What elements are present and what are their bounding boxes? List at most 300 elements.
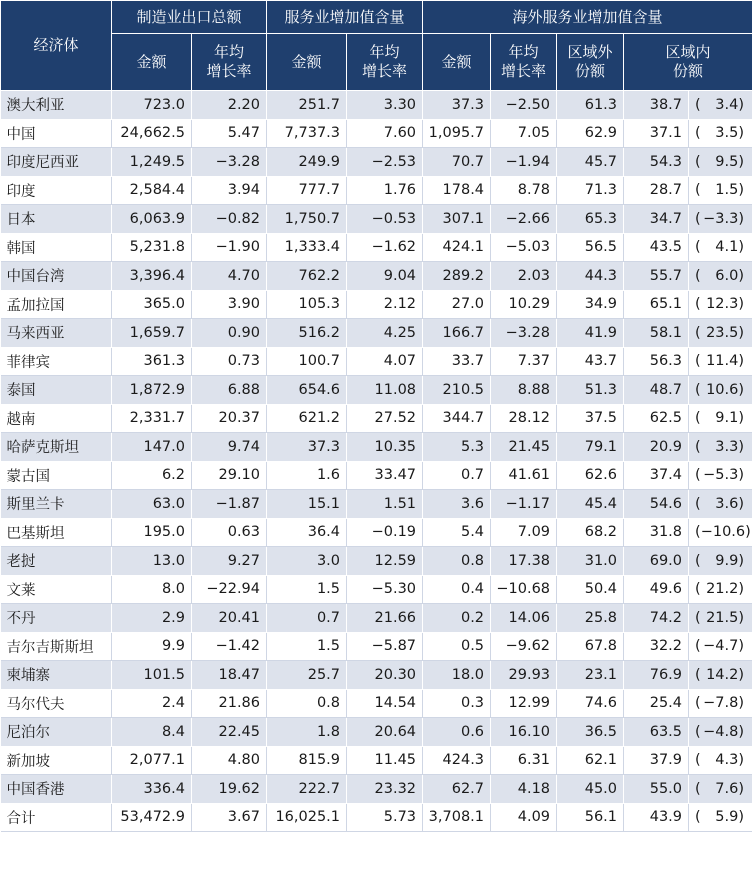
table-row xyxy=(1,205,752,234)
manufacturing-growth: −1.42 xyxy=(192,632,267,661)
services-growth: 4.25 xyxy=(347,319,423,348)
manufacturing-amount: 2.9 xyxy=(112,604,192,633)
economy-name: 越南 xyxy=(1,404,112,433)
services-amount: 1.5 xyxy=(267,632,347,661)
foreign-growth: 41.61 xyxy=(491,461,557,490)
services-growth: 20.64 xyxy=(347,718,423,747)
foreign-amount: 27.0 xyxy=(423,290,491,319)
manufacturing-growth: −1.90 xyxy=(192,233,267,262)
economy-name: 印度尼西亚 xyxy=(1,148,112,177)
table-row xyxy=(1,262,752,291)
outside-region-share: 23.1 xyxy=(557,661,624,690)
outside-region-share: 44.3 xyxy=(557,262,624,291)
foreign-growth: 8.88 xyxy=(491,376,557,405)
foreign-amount: 0.4 xyxy=(423,575,491,604)
table-row xyxy=(1,91,752,120)
manufacturing-growth: 3.90 xyxy=(192,290,267,319)
foreign-growth: 2.03 xyxy=(491,262,557,291)
foreign-amount: 424.3 xyxy=(423,746,491,775)
manufacturing-amount: 101.5 xyxy=(112,661,192,690)
inside-region-share: 25.4 xyxy=(624,689,689,718)
outside-region-share: 37.5 xyxy=(557,404,624,433)
inside-region-paren-value: ( 9.9) xyxy=(689,547,752,576)
manufacturing-growth: 0.90 xyxy=(192,319,267,348)
foreign-amount: 1,095.7 xyxy=(423,119,491,148)
foreign-amount: 166.7 xyxy=(423,319,491,348)
manufacturing-amount: 8.0 xyxy=(112,575,192,604)
header-outside-region-share: 区域外 份额 xyxy=(557,34,624,91)
economy-name: 泰国 xyxy=(1,376,112,405)
manufacturing-growth: 4.80 xyxy=(192,746,267,775)
services-amount: 25.7 xyxy=(267,661,347,690)
table-row xyxy=(1,575,752,604)
services-amount: 621.2 xyxy=(267,404,347,433)
services-amount: 762.2 xyxy=(267,262,347,291)
foreign-amount: 5.3 xyxy=(423,433,491,462)
manufacturing-growth: −3.28 xyxy=(192,148,267,177)
services-growth: 14.54 xyxy=(347,689,423,718)
foreign-growth: 8.78 xyxy=(491,176,557,205)
services-growth: 5.73 xyxy=(347,803,423,832)
outside-region-share: 50.4 xyxy=(557,575,624,604)
table-row xyxy=(1,347,752,376)
outside-region-share: 65.3 xyxy=(557,205,624,234)
foreign-growth: −2.66 xyxy=(491,205,557,234)
inside-region-paren-value: ( 9.5) xyxy=(689,148,752,177)
header-amount: 金额 xyxy=(423,34,491,91)
outside-region-share: 62.9 xyxy=(557,119,624,148)
economy-name: 马尔代夫 xyxy=(1,689,112,718)
outside-region-share: 45.4 xyxy=(557,490,624,519)
table-body xyxy=(1,91,752,832)
inside-region-share: 55.7 xyxy=(624,262,689,291)
inside-region-paren-value: ( 23.5) xyxy=(689,319,752,348)
economy-name: 蒙古国 xyxy=(1,461,112,490)
inside-region-share: 76.9 xyxy=(624,661,689,690)
inside-region-share: 62.5 xyxy=(624,404,689,433)
manufacturing-amount: 1,249.5 xyxy=(112,148,192,177)
economy-name: 菲律宾 xyxy=(1,347,112,376)
foreign-amount: 307.1 xyxy=(423,205,491,234)
inside-region-paren-value: ( 3.5) xyxy=(689,119,752,148)
foreign-growth: 10.29 xyxy=(491,290,557,319)
foreign-growth: 7.09 xyxy=(491,518,557,547)
foreign-growth: 7.05 xyxy=(491,119,557,148)
services-growth: 21.66 xyxy=(347,604,423,633)
economy-name: 吉尔吉斯斯坦 xyxy=(1,632,112,661)
manufacturing-amount: 2.4 xyxy=(112,689,192,718)
services-amount: 1,750.7 xyxy=(267,205,347,234)
manufacturing-growth: 20.37 xyxy=(192,404,267,433)
foreign-growth: 14.06 xyxy=(491,604,557,633)
foreign-amount: 0.8 xyxy=(423,547,491,576)
services-amount: 815.9 xyxy=(267,746,347,775)
foreign-amount: 18.0 xyxy=(423,661,491,690)
manufacturing-growth: 18.47 xyxy=(192,661,267,690)
outside-region-share: 74.6 xyxy=(557,689,624,718)
foreign-growth: 7.37 xyxy=(491,347,557,376)
foreign-amount: 3.6 xyxy=(423,490,491,519)
foreign-growth: −3.28 xyxy=(491,319,557,348)
manufacturing-amount: 1,659.7 xyxy=(112,319,192,348)
outside-region-share: 41.9 xyxy=(557,319,624,348)
inside-region-paren-value: ( 3.4) xyxy=(689,91,752,120)
services-growth: 1.76 xyxy=(347,176,423,205)
services-amount: 36.4 xyxy=(267,518,347,547)
table-row xyxy=(1,604,752,633)
inside-region-paren-value: ( 9.1) xyxy=(689,404,752,433)
manufacturing-growth: −0.82 xyxy=(192,205,267,234)
services-growth: −1.62 xyxy=(347,233,423,262)
inside-region-paren-value: ( 21.5) xyxy=(689,604,752,633)
manufacturing-amount: 63.0 xyxy=(112,490,192,519)
outside-region-share: 68.2 xyxy=(557,518,624,547)
manufacturing-growth: 20.41 xyxy=(192,604,267,633)
inside-region-paren-value: ( 1.5) xyxy=(689,176,752,205)
economy-name: 不丹 xyxy=(1,604,112,633)
inside-region-paren-value: ( −4.7) xyxy=(689,632,752,661)
outside-region-share: 43.7 xyxy=(557,347,624,376)
table-row xyxy=(1,148,752,177)
foreign-growth: 6.31 xyxy=(491,746,557,775)
manufacturing-growth: 9.74 xyxy=(192,433,267,462)
foreign-amount: 210.5 xyxy=(423,376,491,405)
inside-region-paren-value: ( 4.1) xyxy=(689,233,752,262)
services-amount: 251.7 xyxy=(267,91,347,120)
manufacturing-amount: 195.0 xyxy=(112,518,192,547)
inside-region-share: 37.9 xyxy=(624,746,689,775)
foreign-amount: 33.7 xyxy=(423,347,491,376)
foreign-amount: 0.2 xyxy=(423,604,491,633)
inside-region-paren-value: ( −7.8) xyxy=(689,689,752,718)
economy-name: 巴基斯坦 xyxy=(1,518,112,547)
foreign-amount: 0.5 xyxy=(423,632,491,661)
economy-name: 柬埔寨 xyxy=(1,661,112,690)
inside-region-share: 43.9 xyxy=(624,803,689,832)
manufacturing-amount: 2,584.4 xyxy=(112,176,192,205)
manufacturing-growth: 3.67 xyxy=(192,803,267,832)
header-amount: 金额 xyxy=(267,34,347,91)
inside-region-share: 65.1 xyxy=(624,290,689,319)
outside-region-share: 51.3 xyxy=(557,376,624,405)
foreign-growth: 21.45 xyxy=(491,433,557,462)
inside-region-share: 28.7 xyxy=(624,176,689,205)
manufacturing-amount: 24,662.5 xyxy=(112,119,192,148)
header-annual-growth: 年均 增长率 xyxy=(491,34,557,91)
services-growth: −0.53 xyxy=(347,205,423,234)
services-amount: 105.3 xyxy=(267,290,347,319)
services-growth: 4.07 xyxy=(347,347,423,376)
services-amount: 1.8 xyxy=(267,718,347,747)
inside-region-share: 43.5 xyxy=(624,233,689,262)
services-amount: 1.6 xyxy=(267,461,347,490)
services-amount: 249.9 xyxy=(267,148,347,177)
foreign-amount: 3,708.1 xyxy=(423,803,491,832)
inside-region-paren-value: ( 4.3) xyxy=(689,746,752,775)
economy-name: 新加坡 xyxy=(1,746,112,775)
services-amount: 7,737.3 xyxy=(267,119,347,148)
outside-region-share: 45.7 xyxy=(557,148,624,177)
services-growth: 23.32 xyxy=(347,775,423,804)
foreign-growth: −9.62 xyxy=(491,632,557,661)
inside-region-share: 54.6 xyxy=(624,490,689,519)
inside-region-paren-value: ( −10.6) xyxy=(689,518,752,547)
economy-name: 斯里兰卡 xyxy=(1,490,112,519)
foreign-growth: 17.38 xyxy=(491,547,557,576)
inside-region-share: 55.0 xyxy=(624,775,689,804)
manufacturing-amount: 723.0 xyxy=(112,91,192,120)
services-amount: 3.0 xyxy=(267,547,347,576)
services-growth: −5.87 xyxy=(347,632,423,661)
economy-name: 合计 xyxy=(1,803,112,832)
services-growth: 11.45 xyxy=(347,746,423,775)
inside-region-paren-value: ( −3.3) xyxy=(689,205,752,234)
services-amount: 15.1 xyxy=(267,490,347,519)
foreign-amount: 37.3 xyxy=(423,91,491,120)
economy-name: 印度 xyxy=(1,176,112,205)
foreign-growth: 29.93 xyxy=(491,661,557,690)
services-amount: 1,333.4 xyxy=(267,233,347,262)
foreign-amount: 344.7 xyxy=(423,404,491,433)
foreign-growth: −10.68 xyxy=(491,575,557,604)
table-row xyxy=(1,376,752,405)
foreign-amount: 178.4 xyxy=(423,176,491,205)
economy-name: 澳大利亚 xyxy=(1,91,112,120)
inside-region-share: 20.9 xyxy=(624,433,689,462)
services-growth: 10.35 xyxy=(347,433,423,462)
services-growth: −0.19 xyxy=(347,518,423,547)
manufacturing-amount: 1,872.9 xyxy=(112,376,192,405)
services-growth: 2.12 xyxy=(347,290,423,319)
outside-region-share: 61.3 xyxy=(557,91,624,120)
foreign-growth: 4.18 xyxy=(491,775,557,804)
foreign-growth: 12.99 xyxy=(491,689,557,718)
foreign-growth: 16.10 xyxy=(491,718,557,747)
manufacturing-amount: 9.9 xyxy=(112,632,192,661)
inside-region-paren-value: ( 12.3) xyxy=(689,290,752,319)
manufacturing-growth: 3.94 xyxy=(192,176,267,205)
services-growth: 3.30 xyxy=(347,91,423,120)
outside-region-share: 25.8 xyxy=(557,604,624,633)
manufacturing-growth: 19.62 xyxy=(192,775,267,804)
services-growth: 12.59 xyxy=(347,547,423,576)
table-row xyxy=(1,319,752,348)
foreign-amount: 0.3 xyxy=(423,689,491,718)
inside-region-share: 54.3 xyxy=(624,148,689,177)
services-growth: 7.60 xyxy=(347,119,423,148)
header-annual-growth: 年均 增长率 xyxy=(192,34,267,91)
manufacturing-amount: 3,396.4 xyxy=(112,262,192,291)
inside-region-paren-value: ( 10.6) xyxy=(689,376,752,405)
services-amount: 0.8 xyxy=(267,689,347,718)
outside-region-share: 36.5 xyxy=(557,718,624,747)
inside-region-paren-value: ( 11.4) xyxy=(689,347,752,376)
table-row xyxy=(1,803,752,832)
outside-region-share: 56.1 xyxy=(557,803,624,832)
manufacturing-amount: 53,472.9 xyxy=(112,803,192,832)
manufacturing-amount: 365.0 xyxy=(112,290,192,319)
manufacturing-growth: 0.73 xyxy=(192,347,267,376)
manufacturing-amount: 336.4 xyxy=(112,775,192,804)
economy-name: 哈萨克斯坦 xyxy=(1,433,112,462)
foreign-amount: 5.4 xyxy=(423,518,491,547)
foreign-amount: 0.7 xyxy=(423,461,491,490)
manufacturing-amount: 6.2 xyxy=(112,461,192,490)
header-annual-growth: 年均 增长率 xyxy=(347,34,423,91)
services-amount: 1.5 xyxy=(267,575,347,604)
outside-region-share: 31.0 xyxy=(557,547,624,576)
outside-region-share: 45.0 xyxy=(557,775,624,804)
manufacturing-amount: 5,231.8 xyxy=(112,233,192,262)
header-group-foreign-services: 海外服务业增加值含量 xyxy=(423,1,752,34)
table-row xyxy=(1,746,752,775)
inside-region-share: 49.6 xyxy=(624,575,689,604)
foreign-growth: 4.09 xyxy=(491,803,557,832)
services-growth: 9.04 xyxy=(347,262,423,291)
table-row xyxy=(1,119,752,148)
header-economy: 经济体 xyxy=(1,1,112,91)
outside-region-share: 34.9 xyxy=(557,290,624,319)
services-growth: 11.08 xyxy=(347,376,423,405)
services-growth: −2.53 xyxy=(347,148,423,177)
manufacturing-growth: 0.63 xyxy=(192,518,267,547)
economy-name: 中国 xyxy=(1,119,112,148)
manufacturing-growth: 4.70 xyxy=(192,262,267,291)
services-amount: 0.7 xyxy=(267,604,347,633)
inside-region-share: 63.5 xyxy=(624,718,689,747)
manufacturing-growth: 22.45 xyxy=(192,718,267,747)
services-amount: 222.7 xyxy=(267,775,347,804)
inside-region-paren-value: ( 5.9) xyxy=(689,803,752,832)
foreign-amount: 0.6 xyxy=(423,718,491,747)
inside-region-share: 56.3 xyxy=(624,347,689,376)
inside-region-paren-value: ( 14.2) xyxy=(689,661,752,690)
services-growth: 1.51 xyxy=(347,490,423,519)
outside-region-share: 67.8 xyxy=(557,632,624,661)
services-amount: 516.2 xyxy=(267,319,347,348)
services-growth: 33.47 xyxy=(347,461,423,490)
services-amount: 654.6 xyxy=(267,376,347,405)
economy-name: 韩国 xyxy=(1,233,112,262)
header-inside-region-share: 区域内 份额 xyxy=(624,34,752,91)
manufacturing-growth: 9.27 xyxy=(192,547,267,576)
inside-region-paren-value: ( 21.2) xyxy=(689,575,752,604)
services-growth: 27.52 xyxy=(347,404,423,433)
inside-region-share: 69.0 xyxy=(624,547,689,576)
manufacturing-growth: −22.94 xyxy=(192,575,267,604)
outside-region-share: 71.3 xyxy=(557,176,624,205)
foreign-growth: −1.94 xyxy=(491,148,557,177)
manufacturing-growth: 29.10 xyxy=(192,461,267,490)
manufacturing-amount: 6,063.9 xyxy=(112,205,192,234)
header-group-services: 服务业增加值含量 xyxy=(267,1,423,34)
table-row xyxy=(1,176,752,205)
header-amount: 金额 xyxy=(112,34,192,91)
header-group-manufacturing: 制造业出口总额 xyxy=(112,1,267,34)
economy-name: 日本 xyxy=(1,205,112,234)
outside-region-share: 62.6 xyxy=(557,461,624,490)
inside-region-share: 37.1 xyxy=(624,119,689,148)
outside-region-share: 79.1 xyxy=(557,433,624,462)
foreign-amount: 424.1 xyxy=(423,233,491,262)
inside-region-share: 58.1 xyxy=(624,319,689,348)
inside-region-share: 74.2 xyxy=(624,604,689,633)
inside-region-share: 34.7 xyxy=(624,205,689,234)
inside-region-paren-value: ( 3.3) xyxy=(689,433,752,462)
manufacturing-growth: −1.87 xyxy=(192,490,267,519)
table-row xyxy=(1,689,752,718)
manufacturing-amount: 2,077.1 xyxy=(112,746,192,775)
services-amount: 16,025.1 xyxy=(267,803,347,832)
inside-region-paren-value: ( −4.8) xyxy=(689,718,752,747)
manufacturing-amount: 147.0 xyxy=(112,433,192,462)
services-growth: 20.30 xyxy=(347,661,423,690)
services-amount: 777.7 xyxy=(267,176,347,205)
manufacturing-growth: 2.20 xyxy=(192,91,267,120)
table-row xyxy=(1,290,752,319)
foreign-amount: 70.7 xyxy=(423,148,491,177)
outside-region-share: 62.1 xyxy=(557,746,624,775)
manufacturing-growth: 6.88 xyxy=(192,376,267,405)
economy-name: 马来西亚 xyxy=(1,319,112,348)
services-growth: −5.30 xyxy=(347,575,423,604)
table-row xyxy=(1,404,752,433)
table-row xyxy=(1,433,752,462)
manufacturing-amount: 13.0 xyxy=(112,547,192,576)
table-row xyxy=(1,632,752,661)
foreign-growth: −5.03 xyxy=(491,233,557,262)
economy-name: 文莱 xyxy=(1,575,112,604)
outside-region-share: 56.5 xyxy=(557,233,624,262)
foreign-growth: −2.50 xyxy=(491,91,557,120)
table-row xyxy=(1,775,752,804)
table-row xyxy=(1,661,752,690)
economy-name: 老挝 xyxy=(1,547,112,576)
foreign-amount: 62.7 xyxy=(423,775,491,804)
inside-region-paren-value: ( 6.0) xyxy=(689,262,752,291)
inside-region-paren-value: ( 7.6) xyxy=(689,775,752,804)
manufacturing-growth: 21.86 xyxy=(192,689,267,718)
services-amount: 100.7 xyxy=(267,347,347,376)
economy-name: 孟加拉国 xyxy=(1,290,112,319)
inside-region-share: 32.2 xyxy=(624,632,689,661)
economy-name: 中国香港 xyxy=(1,775,112,804)
table-row xyxy=(1,718,752,747)
manufacturing-amount: 8.4 xyxy=(112,718,192,747)
economy-name: 中国台湾 xyxy=(1,262,112,291)
inside-region-share: 37.4 xyxy=(624,461,689,490)
manufacturing-growth: 5.47 xyxy=(192,119,267,148)
manufacturing-amount: 361.3 xyxy=(112,347,192,376)
table-row xyxy=(1,233,752,262)
table-row xyxy=(1,547,752,576)
table-row xyxy=(1,518,752,547)
services-amount: 37.3 xyxy=(267,433,347,462)
foreign-growth: 28.12 xyxy=(491,404,557,433)
foreign-amount: 289.2 xyxy=(423,262,491,291)
foreign-growth: −1.17 xyxy=(491,490,557,519)
manufacturing-amount: 2,331.7 xyxy=(112,404,192,433)
inside-region-paren-value: ( −5.3) xyxy=(689,461,752,490)
inside-region-share: 38.7 xyxy=(624,91,689,120)
table-row xyxy=(1,461,752,490)
table-header xyxy=(1,1,752,91)
inside-region-share: 31.8 xyxy=(624,518,689,547)
inside-region-share: 48.7 xyxy=(624,376,689,405)
economy-name: 尼泊尔 xyxy=(1,718,112,747)
inside-region-paren-value: ( 3.6) xyxy=(689,490,752,519)
table-row xyxy=(1,490,752,519)
